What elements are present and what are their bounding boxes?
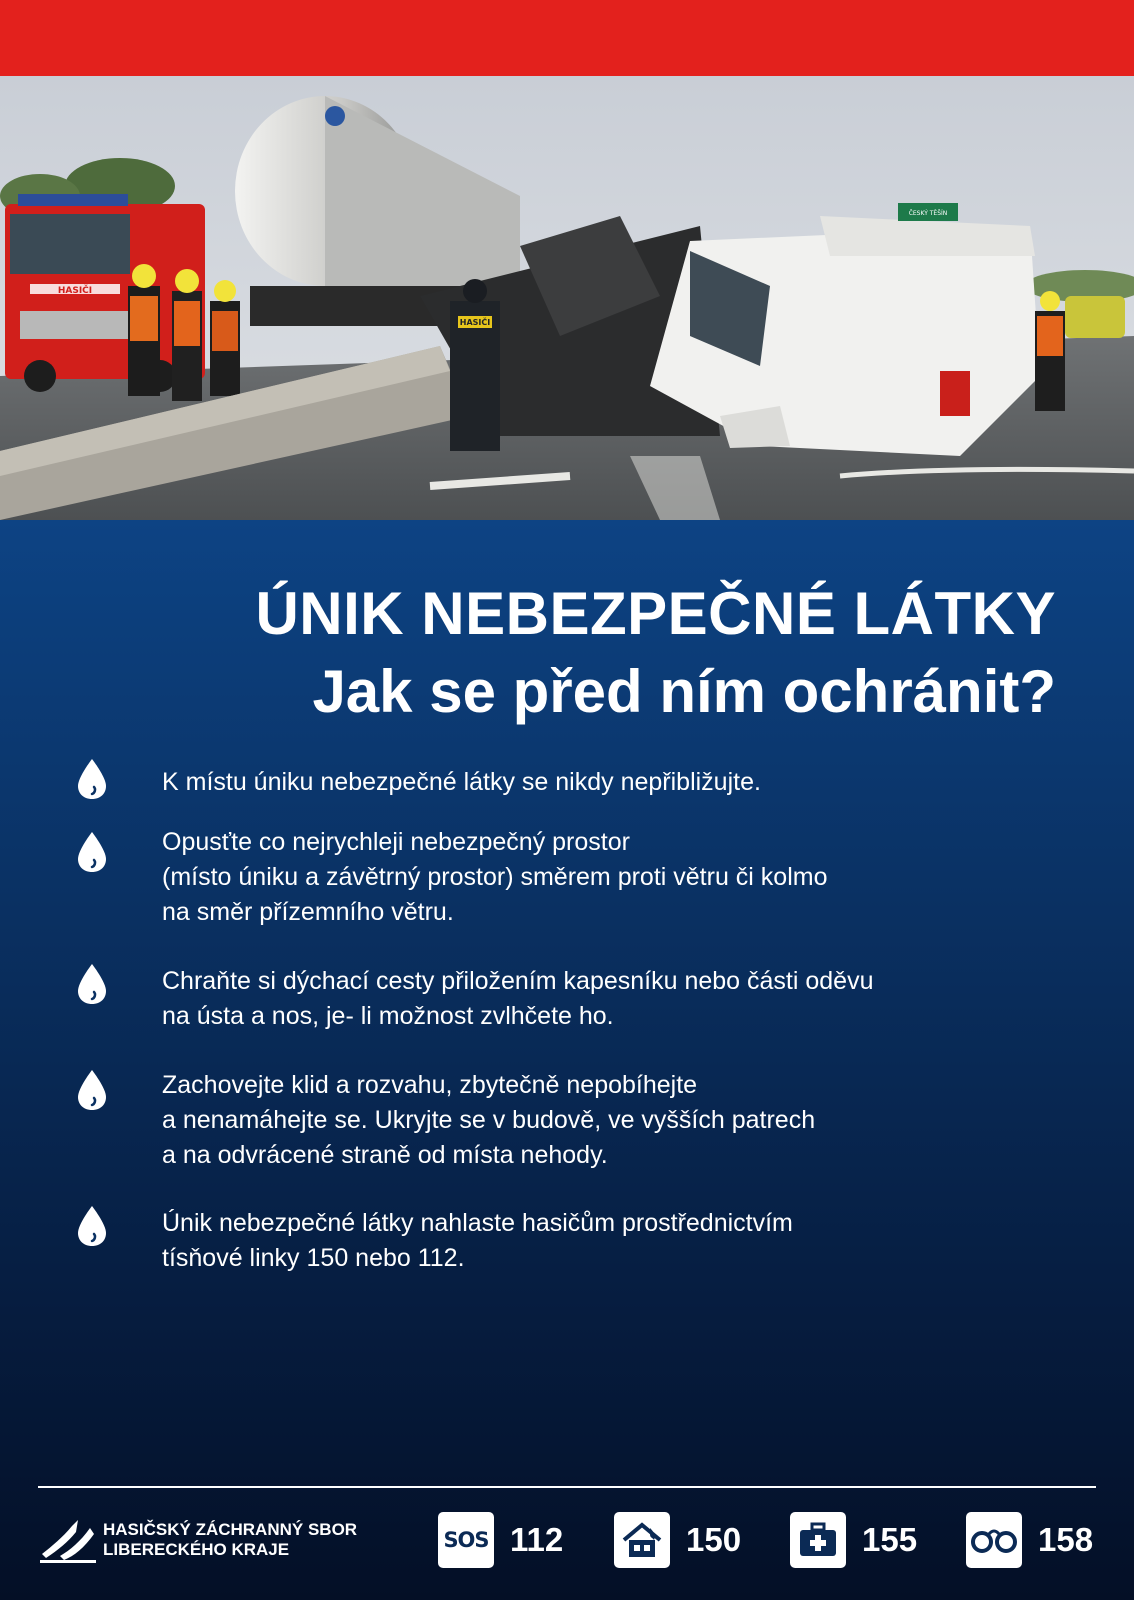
hzs-logo-icon [38, 1516, 98, 1564]
tip-line: Opusťte co nejrychleji nebezpečný prostor [162, 828, 630, 856]
drop-icon [74, 962, 110, 1006]
tip-text [162, 964, 1062, 1034]
info-panel [0, 520, 1134, 1600]
tip-line: Chraňte si dýchací cesty přiložením kapesníku nebo části oděvu [162, 967, 874, 995]
tip-text [162, 765, 1062, 800]
drop-icon [74, 757, 110, 801]
emergency-number: 158 [1038, 1521, 1094, 1558]
tip-line: Únik nebezpečné látky nahlaste hasičům prostřednictvím [162, 1209, 793, 1237]
drop-icon [74, 830, 110, 874]
tip-line: a nenamáhejte se. Ukryjte se v budově, ve vyšších patrech [162, 1106, 816, 1134]
tip-text [162, 825, 1062, 930]
vest-label: HASIČI [459, 318, 491, 327]
tip-text [162, 1206, 1062, 1276]
tip-line: na směr přízemního větru. [162, 898, 454, 926]
drop-icon [74, 1204, 110, 1248]
tip-line: na ústa a nos, je- li možnost zvlhčete ho. [162, 1002, 614, 1030]
headline [56, 575, 1056, 731]
tip-line: a na odvrácené straně od místa nehody. [162, 1141, 608, 1169]
organization-name [103, 1520, 357, 1560]
tip-line: Zachovejte klid a rozvahu, zbytečně nepobíhejte [162, 1071, 698, 1099]
org-line: LIBERECKÉHO KRAJE [103, 1540, 290, 1559]
headline-title: ÚNIK NEBEZPEČNÉ LÁTKY [255, 580, 1056, 647]
headline-subtitle: Jak se před ním ochránit? [312, 658, 1056, 725]
fire-house-icon [614, 1512, 670, 1568]
firefighter-center [450, 279, 500, 451]
footer-divider [38, 1486, 1096, 1488]
tip-line: (místo úniku a závětrný prostor) směrem proti větru či kolmo [162, 863, 828, 891]
truck-label: HASIČI [57, 286, 93, 296]
emergency-number: 150 [686, 1521, 742, 1558]
road-sign: ČESKÝ TĚŠÍN [908, 210, 948, 217]
tip-line: K místu úniku nebezpečné látky se nikdy nepřibližujte. [162, 768, 761, 796]
tip-line: tísňové linky 150 nebo 112. [162, 1244, 465, 1272]
first-aid-kit-icon [790, 1512, 846, 1568]
drop-icon [74, 1068, 110, 1112]
firefighters-group [128, 264, 240, 401]
emergency-number: 112 [510, 1521, 564, 1558]
handcuffs-icon [966, 1512, 1022, 1568]
sos-icon: SOS [438, 1512, 494, 1568]
org-line: HASIČSKÝ ZÁCHRANNÝ SBOR [103, 1520, 358, 1539]
top-red-bar [0, 0, 1134, 76]
footer [0, 1510, 1134, 1580]
accident-photo [0, 76, 1134, 520]
tip-text [162, 1068, 1062, 1173]
emergency-number: 155 [862, 1521, 918, 1558]
